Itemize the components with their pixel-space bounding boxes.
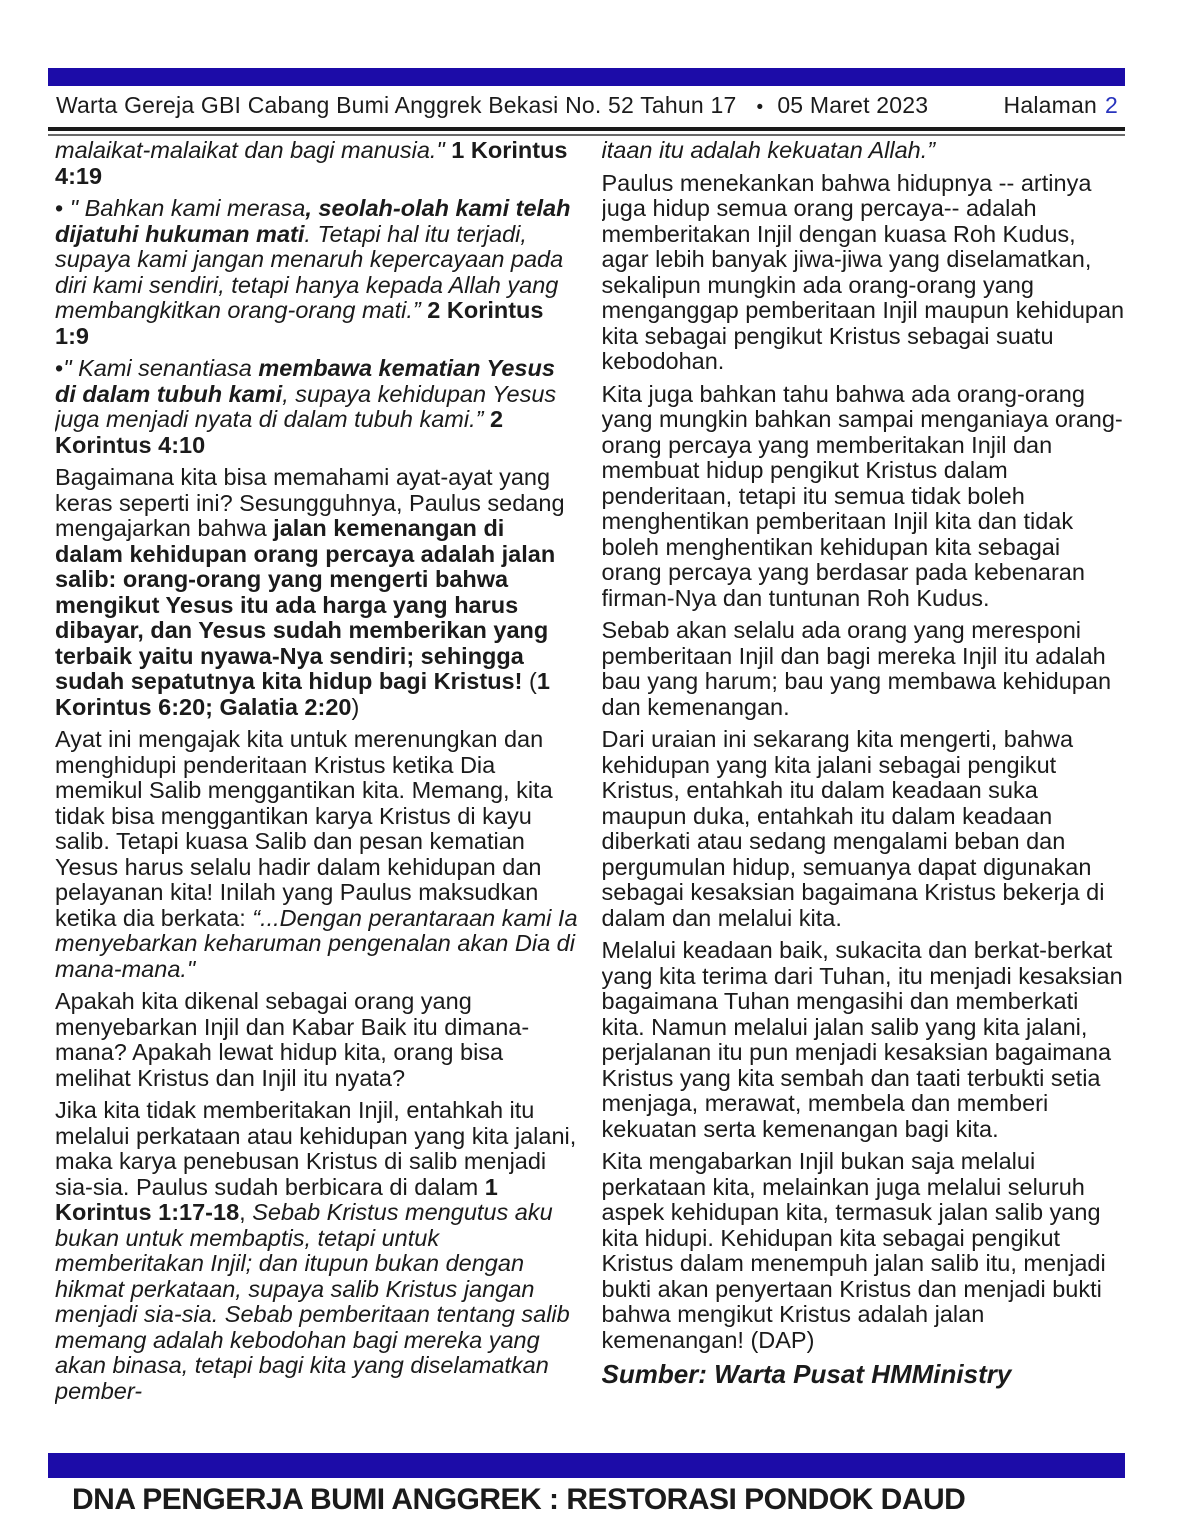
text-run: Kita mengabarkan Injil bukan saja melalui perkataan kita, melainkan juga melalui seluruh aspek kehidupan kita, termasuk jalan salib yang kita hidupi. Kehidupan kita sebagai pengikut Kristus dalam menempuh jalan salib itu, menjadi bukti akan penyertaan Kristus dan menjadi bukti bahwa mengikut Kristus adalah jalan kemenangan! (DAP) (601, 1148, 1106, 1353)
paragraph (602, 1360, 1126, 1389)
text-run: Sumber: Warta Pusat HMMinistry (601, 1359, 1012, 1389)
text-run: itaan itu adalah kekuatan Allah.” (601, 138, 936, 163)
text-run: ( (522, 668, 537, 694)
paragraph (602, 138, 1126, 164)
text-run: " Bahkan kami merasa (69, 195, 306, 221)
paragraph (602, 727, 1126, 931)
text-run: • (55, 355, 64, 381)
text-run: membawa kematian Yesus di dalam tubuh kami (55, 355, 555, 407)
paragraph (602, 171, 1126, 375)
text-run: “...Dengan perantaraan kami Ia menyebarkan keharuman pengenalan akan Dia di mana-mana." (55, 904, 578, 982)
header-top-bar (48, 68, 1125, 86)
footer-bar (48, 1453, 1125, 1478)
column-left (55, 138, 579, 1448)
page-indicator (1004, 92, 1118, 119)
text-run: Ayat ini mengajak kita untuk merenungkan dan menghidupi penderitaan Kristus ketika Dia memikul Salib menggantikan kita. Memang, kita tidak bisa menggantikan karya Kristus di kayu salib. Tetapi kuasa Salib dan pesan kematian Yesus harus selalu hadir dalam kehidupan dan pelayanan kita! Inilah yang Paulus maksudkan ketika dia berkata: (55, 726, 553, 931)
paragraph (55, 138, 579, 189)
text-run: , supaya kehidupan Yesus juga menjadi nyata di dalam tubuh kami.” (55, 380, 557, 432)
text-run: Dari uraian ini sekarang kita mengerti, bahwa kehidupan yang kita jalani sebagai pengikut Kristus, entahkah itu dalam keadaan suka maupun duka, entahkah itu dalam keadaan diberkati atau sedang mengalami beban dan pergumulan hidup, semuanya dapat digunakan sebagai kesaksian bagaimana Kristus bekerja di dalam dan melalui kita. (601, 726, 1105, 931)
text-run: Bagaimana kita bisa memahami ayat-ayat yang keras seperti ini? Sesungguhnya, Paulus sedang mengajarkan bahwa (55, 464, 565, 541)
footer-banner-text: DNA PENGERJA BUMI ANGGREK : RESTORASI PONDOK DAUD (72, 1483, 966, 1516)
text-run: Apakah kita dikenal sebagai orang yang menyebarkan Injil dan Kabar Baik itu dimana-mana? Apakah lewat hidup kita, orang bisa melihat Kristus dan Injil itu nyata? (55, 988, 530, 1091)
paragraph (55, 465, 579, 720)
header-rule-thick (48, 127, 1125, 131)
text-run: • (55, 195, 70, 221)
text-run: jalan kemenangan di dalam kehidupan orang percaya adalah jalan salib: orang-orang yang mengerti bahwa mengikut Yesus itu ada harga yang harus dibayar, dan Yesus sudah memberikan yang terbaik yaitu nyawa-Nya sendiri; sehingga sudah sepatutnya kita hidup bagi Kristus! (55, 515, 556, 694)
text-run: , (239, 1199, 253, 1225)
column-right (602, 138, 1126, 1448)
text-run: Jika kita tidak memberitakan Injil, entahkah itu melalui perkataan atau kehidupan yang kita jalani, maka karya penebusan Kristus di salib menjadi sia-sia. Paulus sudah berbicara di dalam (55, 1097, 577, 1200)
text-run: 2 Korintus 4:10 (55, 406, 504, 458)
text-run: ) (351, 693, 360, 720)
page-number: 2 (1105, 92, 1118, 118)
newsletter-title: Warta Gereja GBI Cabang Bumi Anggrek Bekasi No. 52 Tahun 17 (56, 92, 737, 118)
newsletter-header (56, 92, 1118, 122)
paragraph (55, 1098, 579, 1404)
text-run: Sebab Kristus mengutus aku bukan untuk membaptis, tetapi untuk memberitakan Injil; dan itupun bukan dengan hikmat perkataan, supaya salib Kristus jangan menjadi sia-sia. Sebab pemberitaan tentang salib memang adalah kebodohan bagi mereka yang akan binasa, tetapi bagi kita yang diselamatkan pember- (55, 1199, 570, 1404)
text-run: " Kami senantiasa (63, 355, 259, 381)
paragraph (602, 1149, 1126, 1353)
page-label: Halaman (1003, 92, 1097, 118)
paragraph (55, 989, 579, 1091)
paragraph (55, 196, 579, 349)
text-run: Paulus menekankan bahwa hidupnya -- artinya juga hidup semua orang percaya-- adalah memberitakan Injil dengan kuasa Roh Kudus, agar lebih banyak jiwa-jiwa yang diselamatkan, sekalipun mungkin ada orang-orang yang menganggap pemberitaan Injil maupun kehidupan kita sebagai pengikut Kristus sebagai suatu kebodohan. (601, 169, 1125, 374)
text-run: Kita juga bahkan tahu bahwa ada orang-orang yang mungkin bahkan sampai menganiaya orang-orang percaya yang memberitakan Injil dan membuat hidup pengikut Kristus dalam penderitaan, tetapi itu semua tidak boleh menghentikan pemberitaan Injil kita dan tidak boleh menghentikan kehidupan kita sebagai orang percaya yang berdasar pada kebenaran firman-Nya dan tuntunan Roh Kudus. (601, 380, 1123, 611)
article-body (55, 138, 1125, 1448)
paragraph (602, 618, 1126, 720)
text-run: malaikat-malaikat dan bagi manusia." (55, 138, 452, 163)
text-run: Melalui keadaan baik, sukacita dan berkat-berkat yang kita terima dari Tuhan, itu menjadi kesaksian bagaimana Tuhan mengasihi dan memberkati kita. Namun melalui jalan salib yang kita jalani, perjalanan itu pun menjadi kesaksian bagaimana Kristus yang kita sembah dan taati terbukti setia menjaga, merawat, membela dan memberi kekuatan serta kemenangan bagi kita. (601, 937, 1123, 1142)
header-title-group (56, 92, 934, 119)
header-separator-dot: • (756, 97, 764, 118)
text-run: 1 Korintus 6:20; Galatia 2:20 (55, 668, 550, 720)
text-run: , seolah-olah kami telah dijatuhi hukuman mati (55, 195, 571, 247)
text-run: 1 Korintus 1:17-18 (55, 1173, 498, 1225)
paragraph (55, 356, 579, 458)
issue-date: 05 Maret 2023 (777, 92, 929, 118)
text-run: 1 Korintus 4:19 (55, 138, 568, 189)
text-run: . Tetapi hal itu terjadi, supaya kami jangan menaruh kepercayaan pada diri kami sendiri, tetapi hanya kepada Allah yang membangkitkan orang-orang mati.” (55, 220, 564, 323)
text-run: 2 Korintus 1:9 (55, 297, 544, 349)
paragraph (55, 727, 579, 982)
paragraph (602, 382, 1126, 612)
paragraph (602, 938, 1126, 1142)
text-run: Sebab akan selalu ada orang yang meresponi pemberitaan Injil dan bagi mereka Injil itu adalah bau yang harum; bau yang membawa kehidupan dan kemenangan. (601, 617, 1112, 720)
header-rule-thin (48, 134, 1125, 136)
